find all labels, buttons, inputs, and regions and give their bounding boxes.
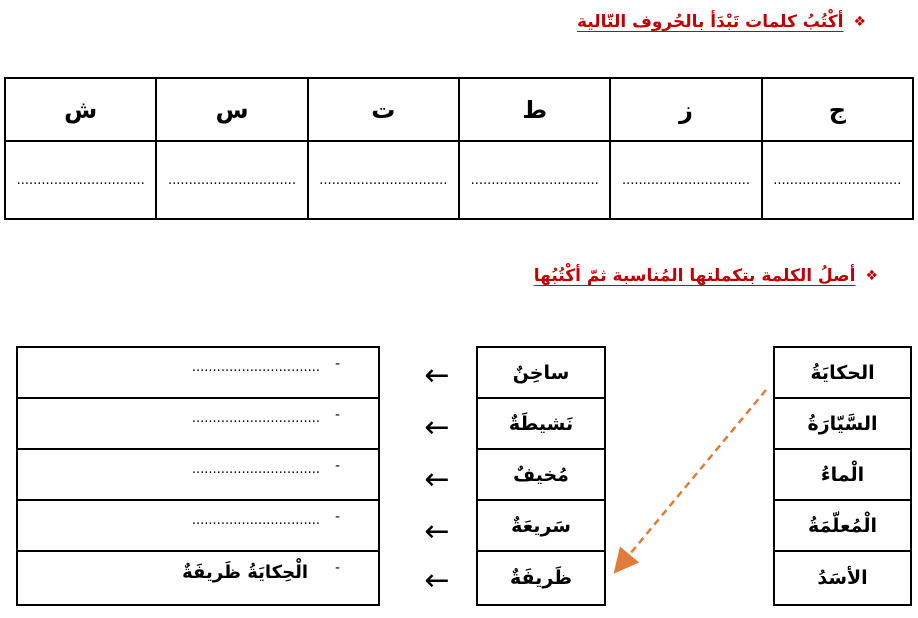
word-cell[interactable]: الأسَدُ (817, 566, 868, 589)
answer-blank[interactable]: ............................... (610, 141, 761, 219)
completion-cell[interactable]: ظَريفَةٌ (509, 566, 573, 589)
left-arrow-icon: ← (424, 358, 450, 393)
left-arrow-icon: ← (424, 410, 450, 445)
left-arrow-icon: ← (424, 514, 450, 549)
word-cell[interactable]: الْمُعلّمَةُ (775, 501, 910, 552)
letter-cell: ز (610, 78, 761, 141)
letter-cell: ج (762, 78, 913, 141)
writing-blank: ............................... (191, 513, 320, 528)
dash: - (334, 356, 340, 372)
word-cell[interactable]: الْماءُ (775, 450, 910, 501)
dash: - (334, 458, 340, 474)
dash: - (334, 509, 340, 525)
word-cell[interactable]: الحكايَةُ (775, 348, 910, 399)
diamond-bullet-icon: ❖ (865, 268, 878, 284)
left-arrow-icon: ← (424, 563, 450, 598)
example-answer: الْحِكايَةُ ظَريفَةٌ (182, 562, 308, 583)
section2-title: أصلُ الكلمة بتكملتها المُناسبة ثمّ أكْتُبُها (533, 266, 856, 286)
writing-blank: ............................... (191, 360, 320, 375)
answer-blank[interactable]: ............................... (459, 141, 610, 219)
completion-cell[interactable]: ساخِنٌ (478, 348, 604, 399)
letter-cell: ط (459, 78, 610, 141)
answer-blank[interactable]: ............................... (5, 141, 156, 219)
section1-title: أكْتُبُ كلمات تَبْدَأ بالحُروف التّالية (576, 12, 844, 32)
diamond-bullet-icon: ❖ (853, 14, 866, 30)
completion-cell[interactable]: سَريعَةٌ (478, 501, 604, 552)
answer-blank[interactable]: ............................... (308, 141, 459, 219)
completion-cell[interactable]: نَشيطَةٌ (478, 399, 604, 450)
dash: - (334, 407, 340, 423)
dashed-arrow-icon (620, 390, 766, 566)
letter-cell: س (156, 78, 307, 141)
dash: - (334, 560, 340, 576)
answer-blank[interactable]: ............................... (762, 141, 913, 219)
completion-cell[interactable]: مُخيفٌ (478, 450, 604, 501)
writing-blank: ............................... (191, 411, 320, 426)
letter-cell: ت (308, 78, 459, 141)
letter-cell: ش (5, 78, 156, 141)
answer-blank[interactable]: ............................... (156, 141, 307, 219)
writing-blank: ............................... (191, 462, 320, 477)
left-arrow-icon: ← (424, 462, 450, 497)
word-cell[interactable]: السَّيّارَةُ (775, 399, 910, 450)
